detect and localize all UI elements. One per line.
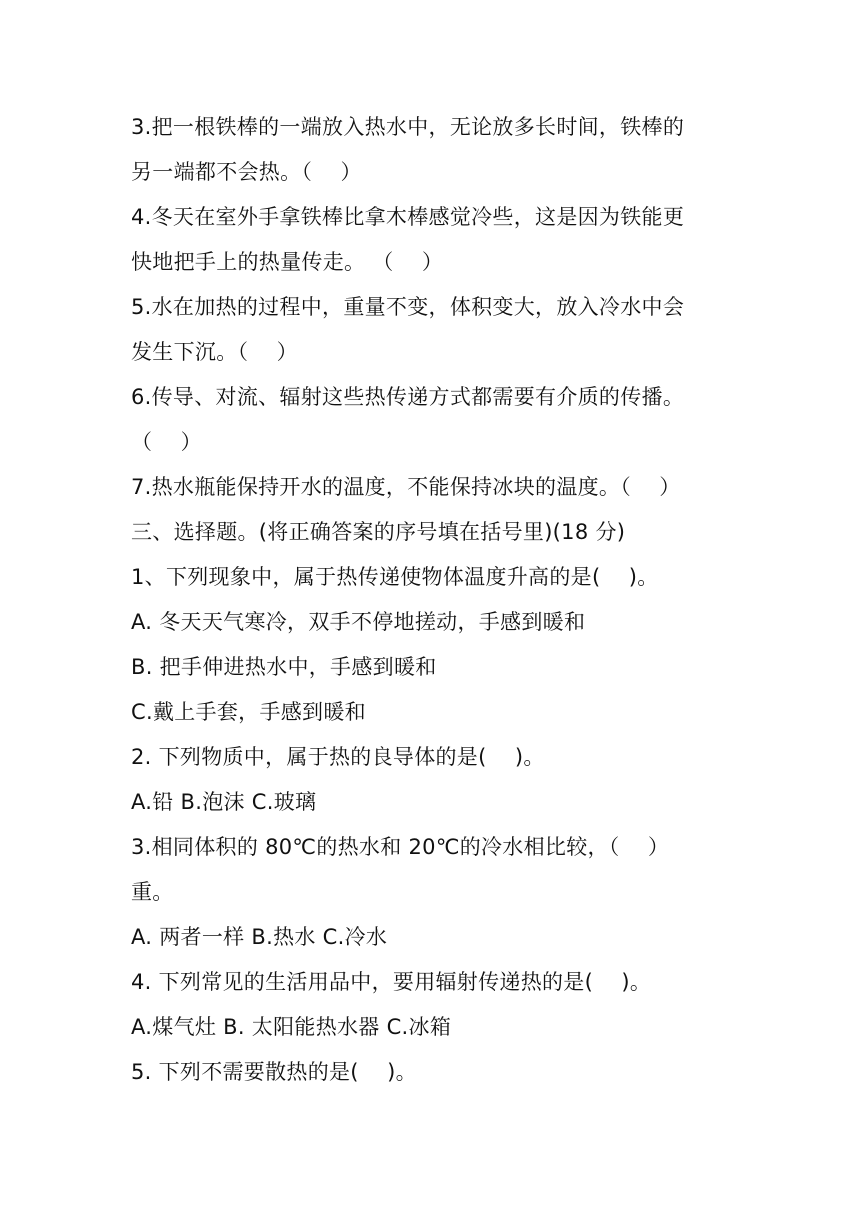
- choice-q3-line1: 3.相同体积的 80℃的热水和 20℃的冷水相比较，（ ）: [131, 835, 670, 859]
- judgement-q4-line2: 快地把手上的热量传走。 （ ）: [131, 250, 444, 274]
- judgement-q6-line1: 6.传导、对流、辐射这些热传递方式都需要有介质的传播。: [131, 385, 685, 409]
- judgement-q4-line1: 4.冬天在室外手拿铁棒比拿木棒感觉冷些，这是因为铁能更: [131, 205, 685, 229]
- question-text-block: [131, 105, 731, 1095]
- choice-q1-option-b: B. 把手伸进热水中，手感到暖和: [131, 655, 437, 679]
- choice-q3-line2: 重。: [131, 880, 174, 904]
- judgement-q5-line1: 5.水在加热的过程中，重量不变，体积变大，放入冷水中会: [131, 295, 685, 319]
- judgement-q7: 7.热水瓶能保持开水的温度，不能保持冰块的温度。（ ）: [131, 475, 681, 499]
- choice-q4: 4. 下列常见的生活用品中，要用辐射传递热的是( )。: [131, 970, 652, 994]
- choice-q5: 5. 下列不需要散热的是( )。: [131, 1060, 417, 1084]
- choice-q2: 2. 下列物质中，属于热的良导体的是( )。: [131, 745, 545, 769]
- choice-q1-option-c: C.戴上手套，手感到暖和: [131, 700, 366, 724]
- choice-q1-option-a: A. 冬天天气寒冷，双手不停地搓动，手感到暖和: [131, 610, 586, 634]
- judgement-q3-line1: 3.把一根铁棒的一端放入热水中，无论放多长时间，铁棒的: [131, 115, 685, 139]
- section-heading-choice: 三、选择题。(将正确答案的序号填在括号里)(18 分): [131, 520, 626, 544]
- choice-q4-options: A.煤气灶 B. 太阳能热水器 C.冰箱: [131, 1015, 452, 1039]
- judgement-q6-line2: （ ）: [131, 430, 202, 454]
- choice-q3-options: A. 两者一样 B.热水 C.冷水: [131, 925, 388, 949]
- judgement-q5-line2: 发生下沉。（ ）: [131, 340, 298, 364]
- choice-q1: 1、下列现象中，属于热传递使物体温度升高的是( )。: [131, 565, 659, 589]
- judgement-q3-line2: 另一端都不会热。（ ）: [131, 160, 362, 184]
- choice-q2-options: A.铅 B.泡沫 C.玻璃: [131, 790, 317, 814]
